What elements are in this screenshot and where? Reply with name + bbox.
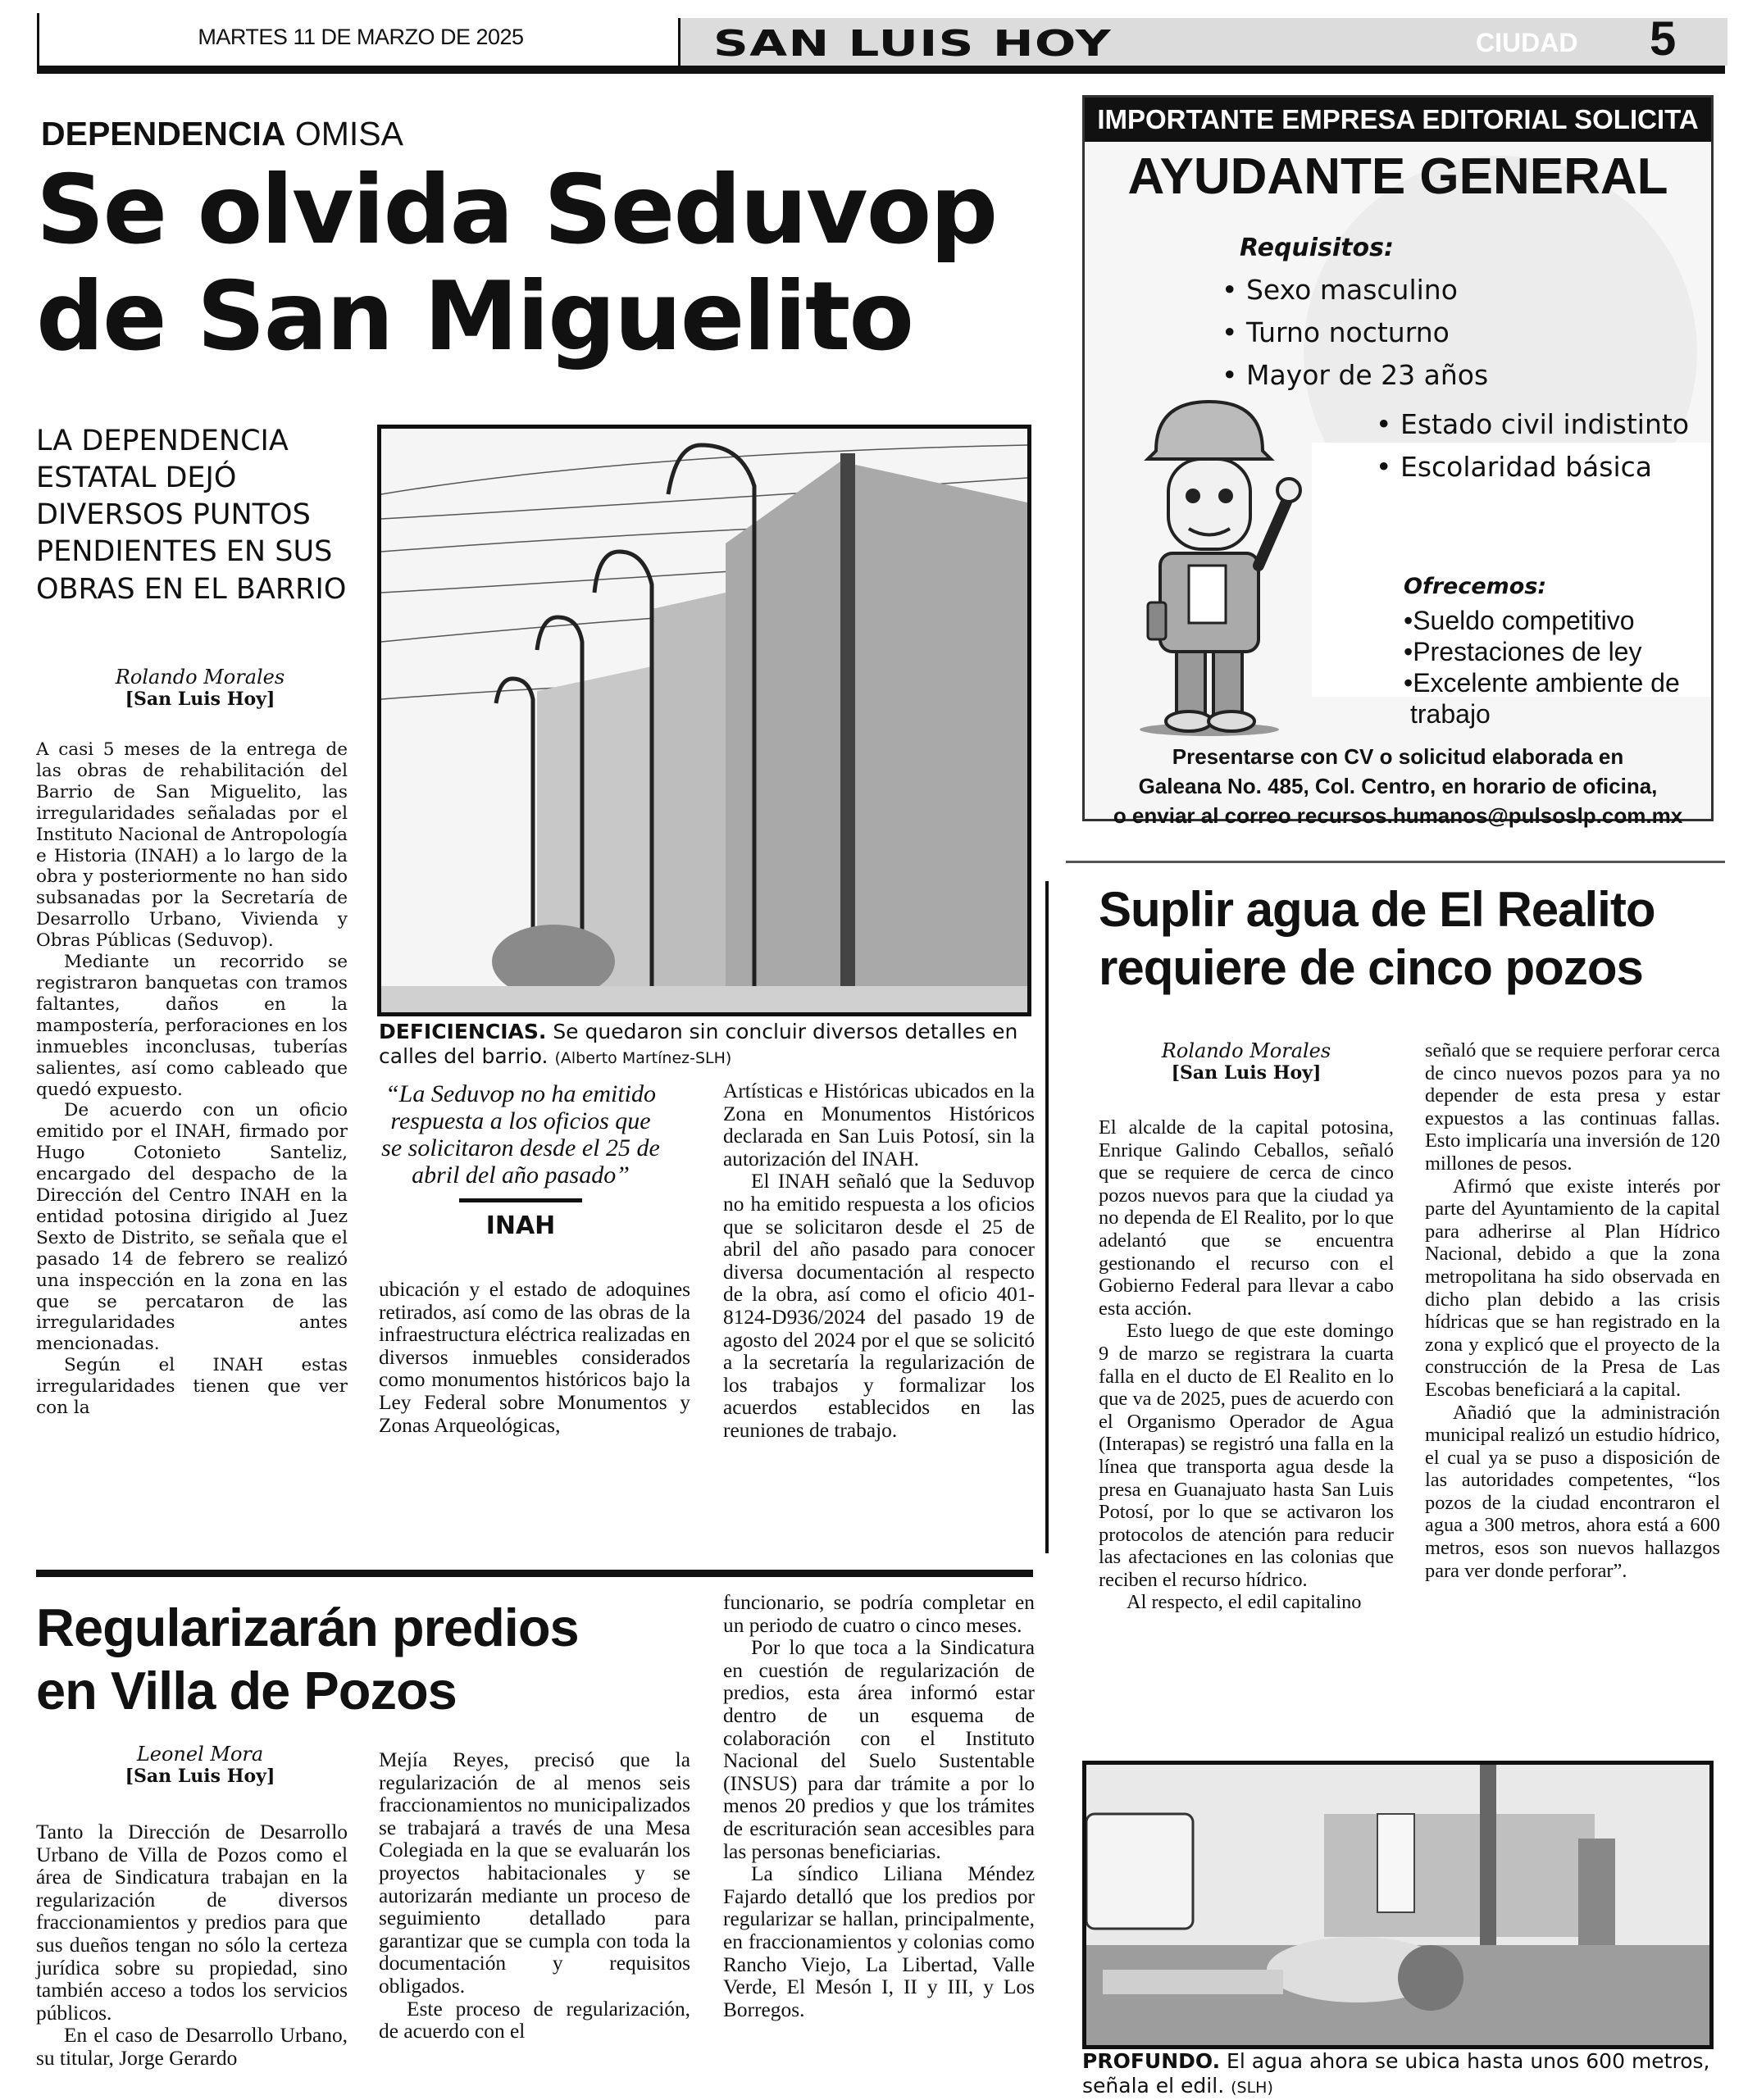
requirement-text: Escolaridad básica [1400,451,1652,483]
story2-column-3 [723,1592,1035,2021]
paragraph: Afirmó que existe interés por parte del Ayuntamiento de la capital para adherirse al Plan Hídrico Nacional, debido a que la zona metropolitana ha sido observada en dicho plan debido a las crisis hídricas que se han registrado en la zona y explicó que el proyecto de la construcción de la Presa de Las Escobas beneficiará a la capital. [1425,1175,1720,1401]
paragraph: Este proceso de regularización, de acuerdo con el [379,1997,690,2043]
requirement-text: Turno nocturno [1245,316,1450,348]
paragraph: El INAH señaló que la Seduvop no ha emitido respuesta a los oficios que se solicitaron desde el 25 de abril del año pasado para conocer diversa documentación al respecto de la obra, así como el oficio 401-8124-D936/2024 del pasado 19 de agosto del 2024 por el que se solicitó a la secretaría la regularización de los trabajos y formalizar los acuerdos establecidos en las reuniones de trabajo. [723,1170,1035,1442]
caption-text: El agua ahora se ubica hasta unos 600 metros, señala el edil. [1082,2049,1710,2098]
paragraph: ubicación y el estado de adoquines retirados, así como de las obras de la infraestructura eléctrica realizadas en diversos inmuebles considerados como monumentos históricos bajo la Ley Federal sobre Monumentos y Zonas Arqueológicas, [379,1278,690,1437]
pull-quote-rule [459,1198,582,1202]
story1-column-2 [379,1279,690,1437]
paragraph: Según el INAH estas irregularidades tienen que ver con la [36,1355,348,1419]
headline-line: Regularizarán predios [36,1598,579,1657]
well-photo-illustration [1086,1765,1709,2045]
story1-kicker [41,115,403,153]
ad-contact-line: Galeana No. 485, Col. Centro, en horario de oficina, [1138,774,1658,798]
paragraph: Añadió que la administración municipal realizó un estudio hídrico, el cual ya se puso a disposición de las autoridades competentes, “los pozos de la ciudad encontraron el agua a 300 metros, ahora está a 600 metros, esos son nuevos hallazgos para ver donde perforar”. [1425,1401,1720,1582]
story1-column-3 [723,1080,1035,1443]
story1-column-1 [36,739,348,1419]
caption-text: Se quedaron sin concluir diversos detalles en calles del barrio. [379,1020,1018,1068]
ad-title: AYUDANTE GENERAL [1127,148,1668,205]
author-name: Rolando Morales [1161,1039,1331,1062]
paragraph: El alcalde de la capital potosina, Enrique Galindo Ceballos, señaló que se requiere de cerca de cinco pozos nuevos para que la ciudad ya no dependa de El Realito, por lo que adelantó que se encuentra gestionando el recurso con el Gobierno Federal para llevar a cabo esta acción. [1099,1116,1394,1320]
column-divider [1045,881,1049,1553]
story3-headline [1099,881,1738,998]
pull-quote-source: INAH [485,1211,556,1240]
issue-date: MARTES 11 DE MARZO DE 2025 [198,25,524,49]
caption-bold: PROFUNDO. [1082,2049,1221,2073]
ad-requirement: • Sexo masculino [1222,274,1458,306]
caption-bold: DEFICIENCIAS. [379,1020,547,1043]
story3-column-1 [1099,1116,1394,1614]
photo-credit: (Alberto Martínez-SLH) [554,1049,732,1067]
author-name: Leonel Mora [136,1743,264,1766]
story2-column-1 [36,1821,348,2070]
headline-line: Suplir agua de El Realito [1099,882,1655,937]
offer-item: •Prestaciones de ley [1404,637,1642,666]
paragraph: Mediante un recorrido se registraron banquetas con tramos faltantes, daños en la mampostería, perforaciones en los inmuebles inconclusas, tuberías salientes, así como cableado que quedó expuesto. [36,952,348,1100]
offer-item: •Excelente ambiente de [1404,668,1680,698]
paragraph: Al respecto, el edil capitalino [1127,1591,1362,1614]
story3-photo-caption [1082,2049,1722,2100]
publication-name: [San Luis Hoy] [1171,1062,1322,1084]
ad-divider [1066,861,1725,863]
headline-line: requiere de cinco pozos [1099,939,1643,995]
publication-name: [San Luis Hoy] [125,1766,275,1787]
author-name: Rolando Morales [115,666,285,689]
ad-contact-line: Presentarse con CV o solicitud elaborada en [1172,744,1624,769]
ad-requirements-label: Requisitos: [1240,234,1395,262]
ad-offer-label: Ofrecemos: [1404,574,1547,599]
masthead-rule [37,66,1725,74]
pull-quote: “La Seduvop no ha emitido respuesta a los oficios que se solicitaron desde el 25 de abril del año pasado” [381,1080,660,1189]
headline-line: en Villa de Pozos [36,1660,457,1720]
story3-column-2 [1425,1039,1720,1582]
story1-summary: LA DEPENDENCIA ESTATAL DEJÓ DIVERSOS PUNTOS PENDIENTES EN SUS OBRAS EN EL BARRIO [36,425,347,606]
ad-contact [1090,742,1705,830]
offer-item: •Sueldo competitivo [1404,606,1635,635]
requirement-text: Mayor de 23 años [1245,359,1489,391]
story3-byline [1099,1039,1394,1084]
ad-offer-list [1404,605,1680,730]
street-photo-illustration [381,429,1027,1012]
well-drilling-photo [1082,1761,1714,2049]
paragraph: A casi 5 meses de la entrega de las obras de rehabilitación del Barrio de San Miguelito, las irregularidades señaladas por el Instituto Nacional de Antropología e Historia (INAH) a lo largo de la obra y posteriormente no han sido subsanadas por la Secretaría de Desarrollo Urbano, Vivienda y Obras Públicas (Seduvop). [36,739,348,952]
paragraph: De acuerdo con un oficio emitido por el INAH, firmado por Hugo Cotonieto Santeliz, encargado del despacho de la Dirección del Centro INAH en la entidad potosina dirigido al Juez Sexto de Distrito, se señala que el pasado 14 de febrero se realizó una inspección en la zona en las que se percataron de las irregularidades antes mencionadas. [36,1100,348,1355]
story2-headline [36,1597,708,1722]
story-divider [36,1570,1033,1577]
paragraph: En el caso de Desarrollo Urbano, su titular, Jorge Gerardo [36,2024,348,2070]
paragraph: Artísticas e Históricas ubicados en la Zona en Monumentos Históricos declarada en San Luis Potosí, sin la autorización del INAH. [723,1080,1035,1170]
paragraph: funcionario, se podría completar en un periodo de cuatro o cinco meses. [723,1591,1035,1637]
paragraph: Por lo que toca a la Sindicatura en cuestión de regularización de predios, esta área informó estar dentro de un esquema de colaboración con el Instituto Nacional del Suelo Sustentable (INSUS) para dar trámite a por lo menos 20 predios y que los trámites de escrituración sean accesibles para las personas beneficiarias. [723,1636,1035,1863]
newspaper-brand: SAN LUIS HOY [713,23,1112,65]
offer-item: trabajo [1410,699,1491,729]
paragraph: La síndico Liliana Méndez Fajardo detalló que los predios por regularizar se hallan, principalmente, en fraccionamientos y colonias como Rancho Viejo, La Libertad, Valle Verde, El Mesón I, II y III, y Los Borregos. [723,1862,1035,2021]
section-name: CIUDAD [1476,28,1578,57]
story1-byline [36,666,364,710]
ad-contact-email[interactable]: o enviar al correo recursos.humanos@pulsoslp.com.mx [1113,803,1683,828]
photo-credit: (SLH) [1231,2079,1273,2097]
story2-column-2 [379,1749,690,2043]
requirement-text: Estado civil indistinto [1400,408,1690,440]
worker-mascot-icon [1123,393,1312,738]
paragraph: Mejía Reyes, precisó que la regularización de al menos seis fraccionamientos no municipalizados se trabajará a través de una Mesa Colegiada en la que se evaluarán los proyectos habitacionales y se autorizarán mediante un proceso de seguimiento detallado para garantizar que se cumpla con toda la documentación y requisitos obligados. [379,1748,690,1998]
publication-name: [San Luis Hoy] [125,689,275,710]
headline-line: de San Miguelito [36,261,913,372]
street-lamps-photo [377,425,1031,1016]
kicker-bold: DEPENDENCIA [41,115,286,152]
ad-requirement: • Mayor de 23 años [1222,359,1489,391]
story2-byline [36,1743,364,1787]
headline-line: Se olvida Seduvop [36,155,997,266]
ad-requirement: • Estado civil indistinto [1376,408,1690,440]
paragraph: Tanto la Dirección de Desarrollo Urbano de Villa de Pozos como el área de Sindicatura trabajan en la regularización de diversos fraccionamientos y predios para que sus dueños tengan no sólo la certeza jurídica sobre su propiedad, sino también acceso a todos los servicios públicos. [36,1820,348,2025]
ad-banner: IMPORTANTE EMPRESA EDITORIAL SOLICITA [1085,98,1711,142]
requirement-text: Sexo masculino [1245,274,1458,306]
paragraph: Esto luego de que este domingo 9 de marzo se registrara la cuarta falla en el ducto de El Realito en lo que va de 2025, pues de acuerdo con el Organismo Operador de Agua (Interapas) se registró una falla en la línea que transporta agua desde la presa en Guanajuato hasta San Luis Potosí, por lo que se activaron los protocolos de atención para reducir las afectaciones en las colonias que reciben el recurso hídrico. [1099,1320,1394,1591]
story1-photo-caption [379,1020,1035,1070]
ad-requirement: • Escolaridad básica [1376,451,1652,483]
ad-requirement: • Turno nocturno [1222,316,1450,348]
story1-headline [36,157,1053,370]
page-number: 5 [1650,12,1677,66]
paragraph: señaló que se requiere perforar cerca de cinco nuevos pozos para ya no depender de esta presa y estar expuestos a las continuas fallas. Esto implicaría una inversión de 120 millones de pesos. [1425,1039,1720,1175]
kicker-rest: OMISA [294,115,403,152]
